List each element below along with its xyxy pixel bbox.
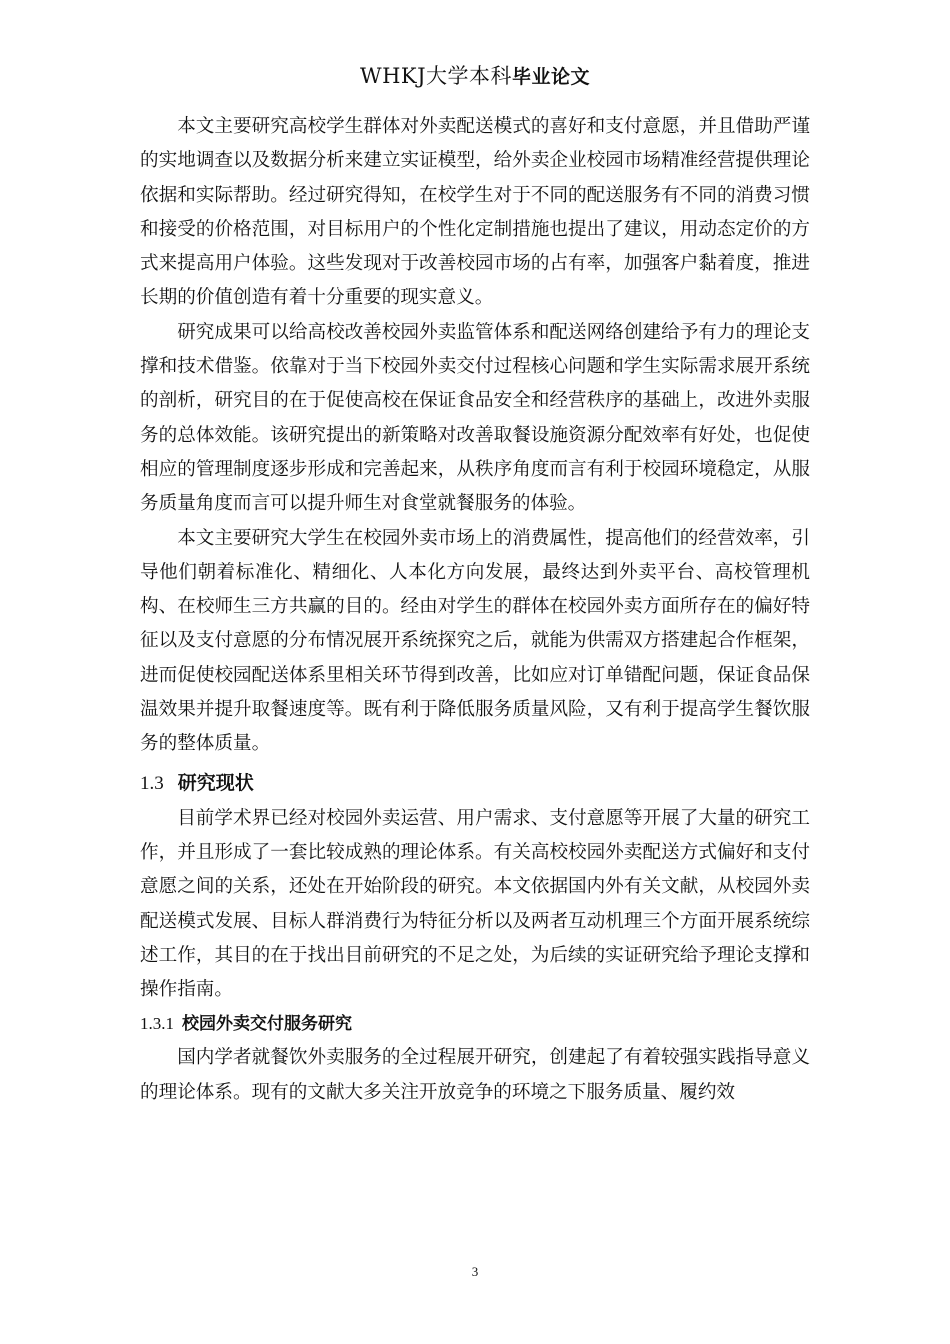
section-1-3-1-paragraph: 国内学者就餐饮外卖服务的全过程展开研究，创建起了有着较强实践指导意义的理论体系。现有的文献大多关注开放竞争的环境之下服务质量、履约效 [140,1047,810,1103]
running-header [0,62,950,91]
page-number: 3 [471,1264,479,1279]
body-paragraph-1: 本文主要研究高校学生群体对外卖配送模式的喜好和支付意愿，并且借助严谨的实地调查以及数据分析来建立实证模型，给外卖企业校园市场精准经营提供理论依据和实际帮助。经过研究得知，在校学生对于不同的配送服务有不同的消费习惯和接受的价格范围，对目标用户的个性化定制措施也提出了建议，用动态定价的方式来提高用户体验。这些发现对于改善校园市场的占有率，加强客户黏着度，推进长期的价值创造有着十分重要的现实意义。 [140,116,810,309]
subsection-title: 校园外卖交付服务研究 [182,1014,352,1035]
section-heading-1-3 [140,766,810,800]
body-paragraph-3: 本文主要研究大学生在校园外卖市场上的消费属性，提高他们的经营效率，引导他们朝着标准化、精细化、人本化方向发展，最终达到外卖平台、高校管理机构、在校师生三方共赢的目的。经由对学生的群体在校园外卖方面所存在的偏好特征以及支付意愿的分布情况展开系统探究之后，就能为供需双方搭建起合作框架，进而促使校园配送体系里相关环节得到改善，比如应对订单错配问题，保证食品保温效果并提升取餐速度等。既有利于降低服务质量风险，又有利于提高学生餐饮服务的整体质量。 [140,527,810,755]
body-paragraph-2: 研究成果可以给高校改善校园外卖监管体系和配送网络创建给予有力的理论支撑和技术借鉴。依靠对于当下校园外卖交付过程核心问题和学生实际需求展开系统的剖析，研究目的在于促使高校在保证食品安全和经营秩序的基础上，改进外卖服务的总体效能。该研究提出的新策略对改善取餐设施资源分配效率有好处，也促使相应的管理制度逐步形成和完善起来，从秩序角度而言有利于校园环境稳定，从服务质量角度而言可以提升师生对食堂就餐服务的体验。 [140,321,810,515]
section-number: 1.3 [140,772,164,794]
running-header-thesis-label: 毕业论文 [512,66,591,88]
section-1-3-paragraph: 目前学术界已经对校园外卖运营、用户需求、支付意愿等开展了大量的研究工作，并且形成了一套比较成熟的理论体系。有关高校校园外卖配送方式偏好和支付意愿之间的关系，还处在开始阶段的研究。本文依据国内外有关文献，从校园外卖配送模式发展、目标人群消费行为特征分析以及两者互动机理三个方面开展系统综述工作，其目的在于找出目前研究的不足之处，为后续的实证研究给予理论支撑和操作指南。 [140,807,810,1001]
body-content [140,110,810,1110]
subsection-heading-1-3-1 [140,1007,810,1041]
subsection-number: 1.3.1 [140,1014,174,1034]
section-title: 研究现状 [177,771,254,794]
running-header-university: WHKJ大学本科 [359,64,512,88]
